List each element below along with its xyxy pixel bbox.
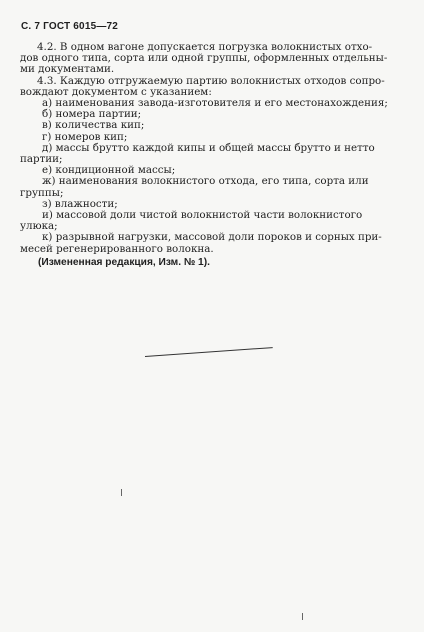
list-item-zh-line-1: ж) наименования волокнистого отхода, его типа, сорта или (42, 175, 369, 188)
list-item-i-line-2: улюка; (20, 220, 58, 233)
list-item-zh-line-2: группы; (20, 186, 64, 199)
para-4-2-line-2: дов одного типа, сорта или одной группы, оформленных отдельны- (20, 52, 388, 65)
list-item-b: б) номера партии; (42, 108, 142, 121)
list-item-v: в) количества кип; (42, 119, 145, 132)
page-header: С. 7 ГОСТ 6015—72 (21, 21, 119, 32)
para-4-2-line-3: ми документами. (20, 63, 115, 76)
list-item-e: е) кондиционной массы; (42, 164, 176, 177)
document-body (20, 42, 402, 268)
scan-mark-right (302, 613, 303, 620)
list-item-i-line-1: и) массовой доли чистой волокнистой части волокнистого (42, 209, 363, 222)
separator-line (145, 347, 273, 357)
list-item-d-line-2: партии; (20, 153, 63, 166)
para-4-3-line-1: 4.3. Каждую отгружаемую партию волокнистых отходов сопро- (37, 74, 385, 87)
editorial-note: (Измененная редакция, Изм. № 1). (38, 256, 210, 268)
para-4-2-line-1: 4.2. В одном вагоне допускается погрузка волокнистых отхо- (37, 41, 373, 53)
list-item-d-line-1: д) массы брутто каждой кипы и общей массы брутто и нетто (42, 141, 375, 154)
list-item-g: г) номеров кип; (42, 130, 128, 143)
list-item-z: з) влажности; (42, 197, 118, 210)
list-item-k-line-2: месей регенерированного волокна. (20, 242, 214, 255)
scan-mark-left (121, 489, 122, 496)
para-4-3-line-2: вождают документом с указанием: (20, 85, 212, 98)
list-item-a: а) наименования завода-изготовителя и его местонахождения; (42, 97, 388, 110)
list-item-k-line-1: к) разрывной нагрузки, массовой доли пороков и сорных при- (42, 231, 382, 244)
